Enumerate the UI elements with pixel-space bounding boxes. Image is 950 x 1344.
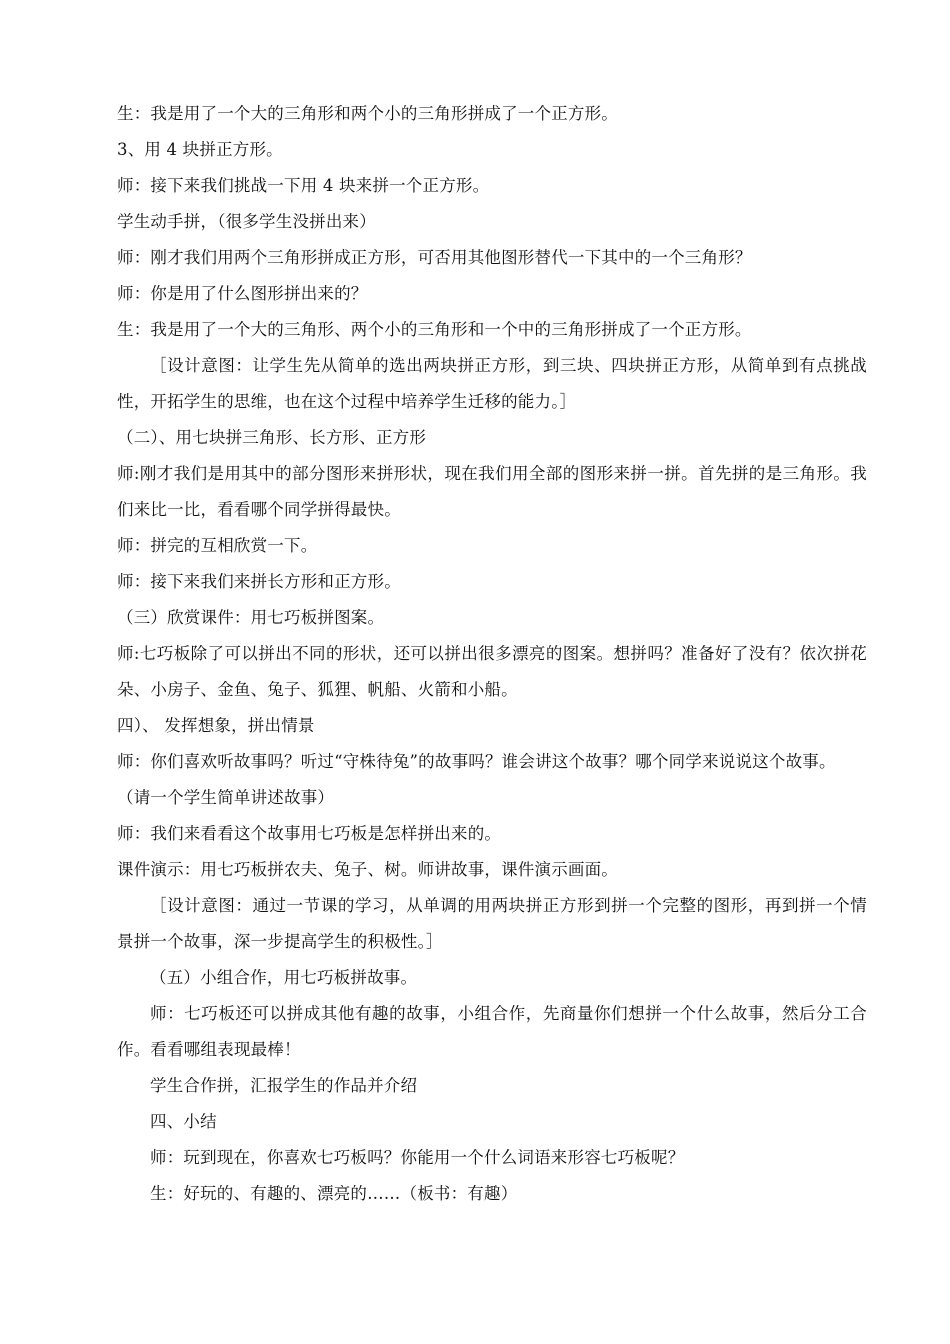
design-intent-note: ［设计意图：通过一节课的学习，从单调的用两块拼正方形到拼一个完整的图形，再到拼一个情景拼一个故事，深一步提高学生的积极性。］	[117, 896, 867, 951]
paragraph: 师:刚才我们是用其中的部分图形来拼形状，现在我们用全部的图形来拼一拼。首先拼的是三角形。我们来比一比，看看哪个同学拼得最快。	[117, 464, 867, 519]
paragraph: 生：我是用了一个大的三角形和两个小的三角形拼成了一个正方形。	[117, 104, 618, 123]
paragraph: 学生合作拼，汇报学生的作品并介绍	[150, 1076, 418, 1095]
design-intent-note: ［设计意图：让学生先从简单的选出两块拼正方形，到三块、四块拼正方形，从简单到有点挑战性，开拓学生的思维，也在这个过程中培养学生迁移的能力。］	[117, 356, 867, 411]
paragraph: 师：你们喜欢听故事吗？听过“守株待兔”的故事吗？谁会讲这个故事？哪个同学来说说这个故事。	[117, 752, 836, 771]
paragraph: （请一个学生简单讲述故事）	[117, 788, 335, 807]
document-body	[117, 96, 867, 1212]
section-heading: 四）、 发挥想象，拼出情景	[117, 716, 315, 735]
paragraph: 生：好玩的、有趣的、漂亮的……（板书：有趣）	[150, 1184, 518, 1203]
section-heading: （二）、用七块拼三角形、长方形、正方形	[117, 428, 427, 447]
section-heading: （五）小组合作，用七巧板拼故事。	[150, 968, 418, 987]
paragraph: 师：玩到现在，你喜欢七巧板吗？你能用一个什么词语来形容七巧板呢？	[150, 1148, 685, 1167]
paragraph: 师：我们来看看这个故事用七巧板是怎样拼出来的。	[117, 824, 502, 843]
paragraph: 师：拼完的互相欣赏一下。	[117, 536, 318, 555]
paragraph: 课件演示：用七巧板拼农夫、兔子、树。师讲故事，课件演示画面。	[117, 860, 618, 879]
section-heading: 四、小结	[150, 1112, 217, 1131]
paragraph: 师：接下来我们来拼长方形和正方形。	[117, 572, 401, 591]
paragraph: 学生动手拼，（很多学生没拼出来）	[117, 212, 376, 231]
paragraph: 师：接下来我们挑战一下用 4 块来拼一个正方形。	[117, 176, 490, 195]
paragraph: 生：我是用了一个大的三角形、两个小的三角形和一个中的三角形拼成了一个正方形。	[117, 320, 752, 339]
paragraph: 3、用 4 块拼正方形。	[117, 140, 283, 159]
section-heading: （三）欣赏课件：用七巧板拼图案。	[117, 608, 385, 627]
paragraph: 师：你是用了什么图形拼出来的？	[117, 284, 368, 303]
paragraph: 师：刚才我们用两个三角形拼成正方形，可否用其他图形替代一下其中的一个三角形？	[117, 248, 752, 267]
paragraph: 师：七巧板还可以拼成其他有趣的故事，小组合作，先商量你们想拼一个什么故事，然后分工合作。看看哪组表现最棒！	[117, 1004, 867, 1059]
paragraph: 师:七巧板除了可以拼出不同的形状，还可以拼出很多漂亮的图案。想拼吗？准备好了没有？依次拼花朵、小房子、金鱼、兔子、狐狸、帆船、火箭和小船。	[117, 644, 867, 699]
